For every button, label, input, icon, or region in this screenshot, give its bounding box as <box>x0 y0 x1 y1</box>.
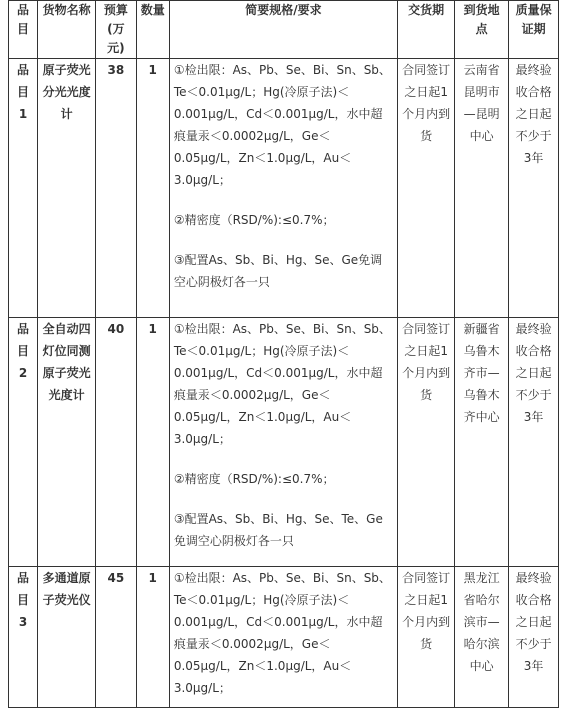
warranty-period: 最终验收合格之日起不少于3年 <box>509 59 559 318</box>
budget-value: 45 <box>96 567 136 708</box>
delivery-location: 云南省昆明市—昆明中心 <box>455 59 509 318</box>
header-quantity: 数量 <box>136 1 169 59</box>
spec-detection-limit: ①检出限：As、Pb、Se、Bi、Sn、Sb、Te＜0.01μg/L；Hg(冷原子法)＜0.001μg/L，Cd＜0.001μg/L，水中超痕量汞＜0.0002μg/L，Ge＜0.05μg/L，Zn＜1.0μg/L，Au＜3.0μg/L； <box>173 571 391 695</box>
delivery-period: 合同签订之日起1个月内到货 <box>398 318 455 567</box>
item-no: 品目2 <box>9 318 38 567</box>
spec-cell <box>169 318 397 567</box>
table-row <box>9 59 559 318</box>
item-no: 品目3 <box>9 567 38 708</box>
delivery-period: 合同签订之日起1个月内到货 <box>398 567 455 708</box>
header-item-no: 品目 <box>9 1 38 59</box>
goods-name: 原子荧光分光光度计 <box>38 59 96 318</box>
spec-lamp-config: ③配置As、Sb、Bi、Hg、Se、Ge免调空心阴极灯各一只 <box>173 253 383 289</box>
spec-cell <box>169 59 397 318</box>
header-delivery: 交货期 <box>398 1 455 59</box>
spec-cell <box>169 567 397 708</box>
header-budget: 预算(万元) <box>96 1 136 59</box>
spec-precision: ②精密度（RSD/%):≤0.7%； <box>173 472 335 486</box>
warranty-period: 最终验收合格之日起不少于3年 <box>509 567 559 708</box>
table-header-row <box>9 1 559 59</box>
header-spec: 简要规格/要求 <box>169 1 397 59</box>
goods-name: 全自动四灯位同测原子荧光光度计 <box>38 318 96 567</box>
table-row <box>9 567 559 708</box>
budget-value: 38 <box>96 59 136 318</box>
table-row <box>9 318 559 567</box>
goods-name: 多通道原子荧光仪 <box>38 567 96 708</box>
quantity-value: 1 <box>136 59 169 318</box>
delivery-location: 新疆省乌鲁木齐市—乌鲁木齐中心 <box>455 318 509 567</box>
spec-detection-limit: ①检出限：As、Pb、Se、Bi、Sn、Sb、Te＜0.01μg/L；Hg(冷原子法)＜0.001μg/L，Cd＜0.001μg/L，水中超痕量汞＜0.0002μg/L，Ge＜0.05μg/L，Zn＜1.0μg/L，Au＜3.0μg/L； <box>173 322 391 446</box>
spec-detection-limit: ①检出限：As、Pb、Se、Bi、Sn、Sb、Te＜0.01μg/L；Hg(冷原子法)＜0.001μg/L，Cd＜0.001μg/L，水中超痕量汞＜0.0002μg/L，Ge＜0.05μg/L，Zn＜1.0μg/L，Au＜3.0μg/L； <box>173 63 391 187</box>
delivery-location: 黑龙江省哈尔滨市—哈尔滨中心 <box>455 567 509 708</box>
quantity-value: 1 <box>136 318 169 567</box>
quantity-value: 1 <box>136 567 169 708</box>
warranty-period: 最终验收合格之日起不少于3年 <box>509 318 559 567</box>
procurement-table <box>8 0 559 708</box>
budget-value: 40 <box>96 318 136 567</box>
header-warranty: 质量保证期 <box>509 1 559 59</box>
spec-precision: ②精密度（RSD/%):≤0.7%； <box>173 213 335 227</box>
header-goods-name: 货物名称 <box>38 1 96 59</box>
spec-lamp-config: ③配置As、Sb、Bi、Hg、Se、Te、Ge免调空心阴极灯各一只 <box>173 512 383 548</box>
delivery-period: 合同签订之日起1个月内到货 <box>398 59 455 318</box>
item-no: 品目1 <box>9 59 38 318</box>
header-location: 到货地点 <box>455 1 509 59</box>
